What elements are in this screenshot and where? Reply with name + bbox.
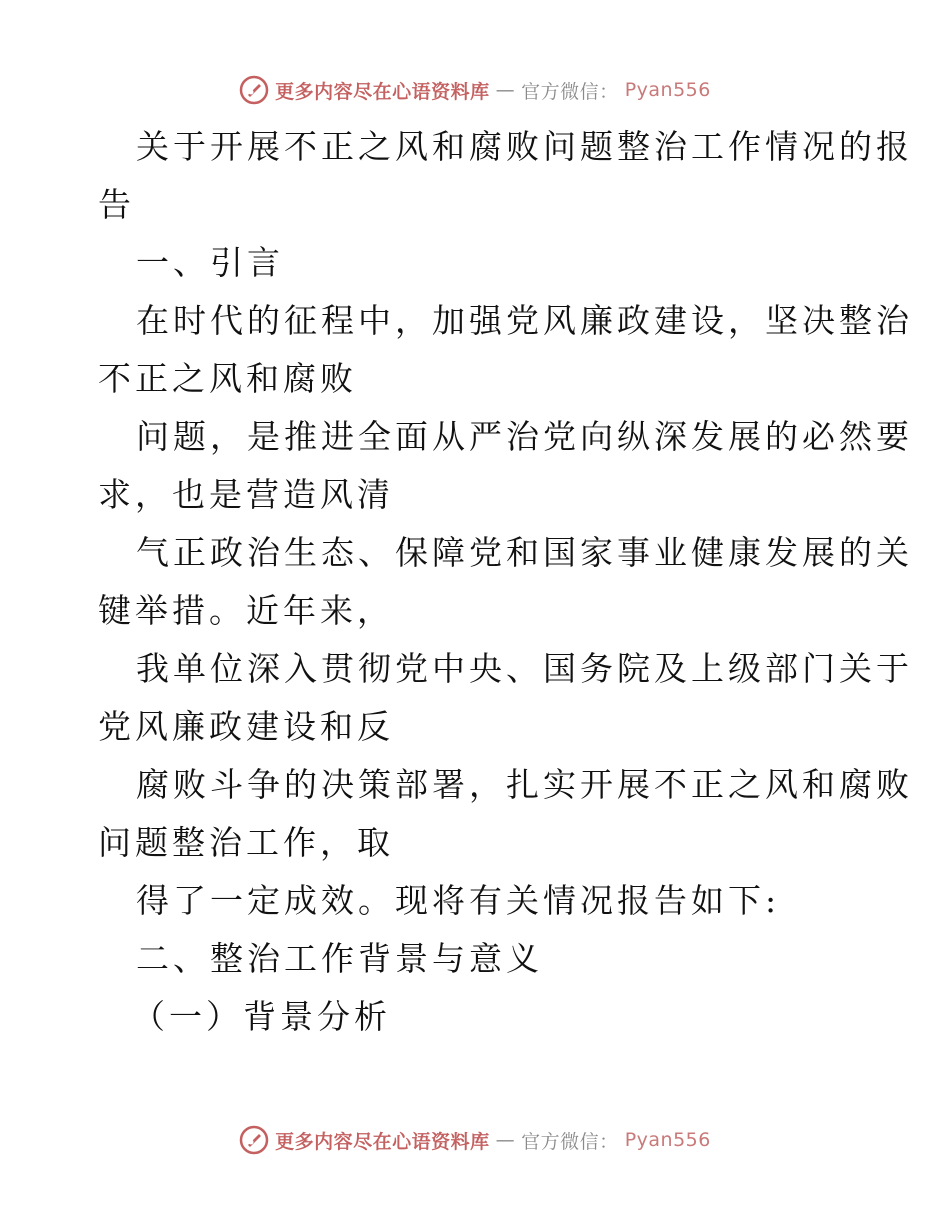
paragraph-line: 不正之风和腐败 bbox=[98, 359, 357, 398]
section-heading-introduction: 一、引言 bbox=[136, 243, 284, 282]
paragraph-line: 气正政治生态、保障党和国家事业健康发展的关 bbox=[136, 533, 913, 572]
paragraph-line: 党风廉政建设和反 bbox=[98, 707, 394, 746]
watermark-id: Pyan556 bbox=[624, 79, 711, 101]
watermark-separator: — bbox=[495, 79, 516, 101]
pen-seal-icon bbox=[239, 1125, 269, 1155]
watermark-label: 官方微信： bbox=[521, 1130, 619, 1153]
document-body bbox=[0, 118, 950, 1046]
paragraph-line: 腐败斗争的决策部署，扎实开展不正之风和腐败 bbox=[136, 765, 913, 804]
pen-seal-icon bbox=[239, 75, 269, 105]
header-watermark bbox=[0, 70, 950, 110]
paragraph-line: 我单位深入贯彻党中央、国务院及上级部门关于 bbox=[136, 649, 913, 688]
footer-watermark bbox=[0, 1120, 950, 1160]
section-heading-background: 二、整治工作背景与意义 bbox=[136, 939, 543, 978]
watermark-id: Pyan556 bbox=[624, 1129, 711, 1151]
paragraph-line: 得了一定成效。现将有关情况报告如下: bbox=[136, 881, 781, 920]
subsection-heading-analysis: （一）背景分析 bbox=[132, 997, 391, 1036]
document-title-line-1: 关于开展不正之风和腐败问题整治工作情况的报 bbox=[136, 127, 913, 166]
watermark-label: 官方微信： bbox=[521, 80, 619, 103]
watermark-brand: 更多内容尽在心语资料库 bbox=[275, 1130, 490, 1153]
watermark-brand: 更多内容尽在心语资料库 bbox=[275, 80, 490, 103]
paragraph-line: 问题，是推进全面从严治党向纵深发展的必然要 bbox=[136, 417, 913, 456]
paragraph-line: 键举措。近年来， bbox=[98, 591, 394, 630]
watermark-separator: — bbox=[495, 1129, 516, 1151]
paragraph-line: 在时代的征程中，加强党风廉政建设，坚决整治 bbox=[136, 301, 913, 340]
document-title-line-2: 告 bbox=[98, 185, 135, 224]
paragraph-line: 问题整治工作，取 bbox=[98, 823, 394, 862]
paragraph-line: 求，也是营造风清 bbox=[98, 475, 394, 514]
